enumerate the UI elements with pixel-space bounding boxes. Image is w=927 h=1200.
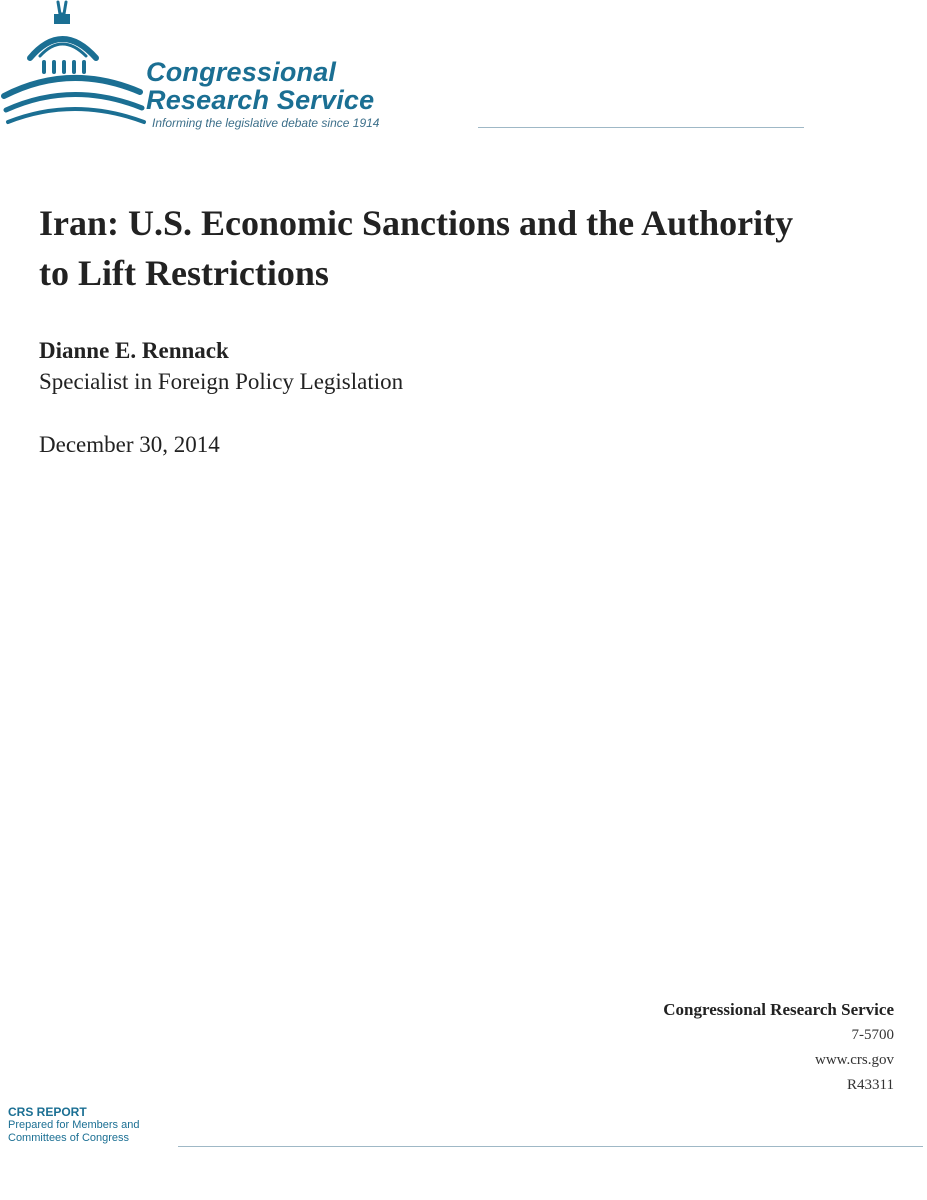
crs-org-name: Congressional Research Service [663,1000,894,1019]
capitol-dome-icon [0,0,150,135]
crs-code: 7-5700 [851,1027,894,1043]
footer-label [8,1106,139,1145]
author-role: Specialist in Foreign Policy Legislation [39,369,404,394]
crs-info-block [663,997,894,1098]
footer-line1: Prepared for Members and [8,1119,140,1131]
report-date: December 30, 2014 [39,432,220,457]
header-divider [478,127,804,128]
logo-name-line2: Research Service [146,85,375,115]
crs-logo-wordmark [146,58,374,114]
footer-divider [178,1146,923,1147]
report-number: R43311 [847,1077,894,1093]
logo-name-line1: Congressional [146,57,337,87]
author-name: Dianne E. Rennack [39,338,229,363]
report-title: Iran: U.S. Economic Sanctions and the Authority to Lift Restrictions [39,203,794,293]
footer-report-label: CRS REPORT [8,1105,87,1119]
footer-line2: Committees of Congress [8,1132,130,1144]
crs-website: www.crs.gov [814,1052,894,1068]
logo-tagline: Informing the legislative debate since 1914 [152,116,380,130]
